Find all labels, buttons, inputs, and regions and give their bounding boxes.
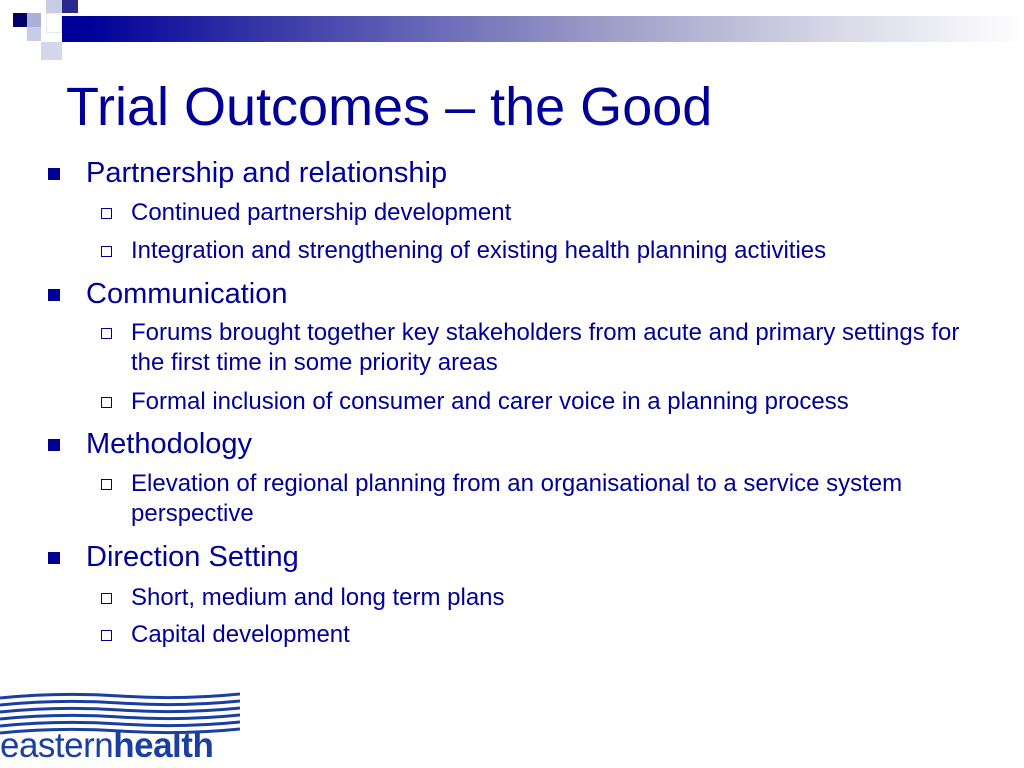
- section-item: Continued partnership development: [131, 199, 512, 226]
- section-heading: Direction Setting: [86, 541, 299, 573]
- section-item: Capital development: [131, 621, 350, 648]
- bullet-square-icon: [48, 289, 60, 301]
- bullet-hollow-square-icon: [101, 246, 112, 257]
- bullet-square-icon: [48, 168, 60, 180]
- eastern-health-logo: [0, 690, 250, 768]
- slide-title: Trial Outcomes – the Good: [66, 77, 713, 137]
- section-item: Formal inclusion of consumer and carer voice in a planning process: [131, 388, 849, 415]
- bullet-square-icon: [48, 552, 60, 564]
- bullet-square-icon: [48, 439, 60, 451]
- section-item: Elevation of regional planning from an organisational to a service system perspective: [131, 470, 903, 527]
- logo-text-bold: health: [113, 726, 214, 765]
- logo-wordmark: [0, 726, 213, 766]
- bullet-hollow-square-icon: [101, 630, 112, 641]
- section-item: Short, medium and long term plans: [131, 584, 505, 611]
- bullet-hollow-square-icon: [101, 208, 112, 219]
- section-item: Integration and strengthening of existing health planning activities: [131, 237, 827, 264]
- section-heading: Communication: [86, 278, 288, 310]
- section-item: Forums brought together key stakeholders from acute and primary settings for the first time in some priority areas: [131, 319, 960, 376]
- bullet-hollow-square-icon: [101, 328, 112, 339]
- section-heading: Partnership and relationship: [86, 157, 448, 189]
- section-heading: Methodology: [86, 428, 253, 460]
- bullet-hollow-square-icon: [101, 397, 112, 408]
- bullet-hollow-square-icon: [101, 593, 112, 604]
- bullet-hollow-square-icon: [101, 479, 112, 490]
- logo-text-light: eastern: [0, 726, 114, 765]
